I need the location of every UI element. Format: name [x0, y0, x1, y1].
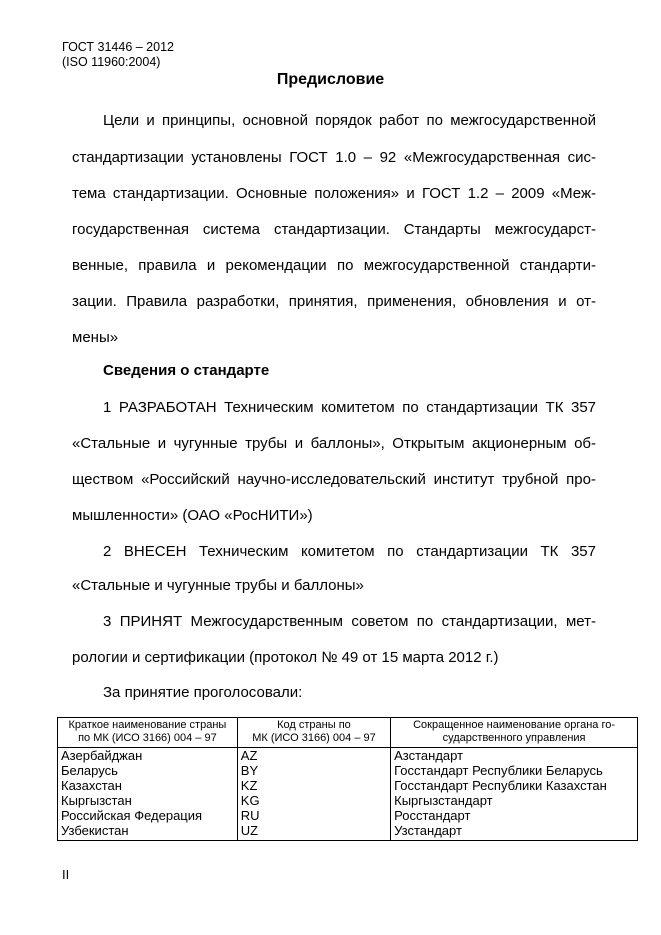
code-cell: KZ: [237, 778, 390, 793]
table-row: [58, 748, 638, 764]
paragraph-line: тема стандартизации. Основные положения» и ГОСТ 1.2 – 2009 «Меж-: [72, 185, 596, 202]
column-header-authority: Сокращенное наименование органа го- сударственного управления: [391, 718, 638, 748]
code-cell: UZ: [237, 823, 390, 841]
table-header-row: [58, 718, 638, 748]
authority-cell: Азстандарт: [391, 748, 638, 764]
column-header-country: Краткое наименование страны по МК (ИСО 3166) 004 – 97: [58, 718, 238, 748]
paragraph-line: венные, правила и рекомендации по межгосударственной стандарти-: [72, 257, 596, 274]
paragraph-line: зации. Правила разработки, принятия, применения, обновления и от-: [72, 293, 596, 310]
country-cell: Российская Федерация: [58, 808, 238, 823]
page-number: II: [62, 867, 70, 882]
column-header-code: Код страны по МК (ИСО 3166) 004 – 97: [237, 718, 390, 748]
table-row: [58, 763, 638, 778]
table-row: [58, 808, 638, 823]
table-row: [58, 823, 638, 841]
authority-cell: Кыргызстандарт: [391, 793, 638, 808]
document-code: ГОСТ 31446 – 2012: [62, 40, 174, 54]
authority-cell: Госстандарт Республики Казахстан: [391, 778, 638, 793]
voting-table: [57, 717, 638, 841]
item-line: «Стальные и чугунные трубы и баллоны», Открытым акционерным об-: [72, 435, 596, 452]
item-line: ществом «Российский научно-исследовательский институт трубной про-: [72, 471, 596, 488]
paragraph-line: Цели и принципы, основной порядок работ по межгосударственной: [103, 112, 596, 129]
voted-label: За принятие проголосовали:: [103, 684, 303, 701]
paragraph-line: государственная система стандартизации. Стандарты межгосударст-: [72, 221, 596, 238]
country-cell: Казахстан: [58, 778, 238, 793]
country-cell: Беларусь: [58, 763, 238, 778]
code-cell: AZ: [237, 748, 390, 764]
table-row: [58, 793, 638, 808]
authority-cell: Госстандарт Республики Беларусь: [391, 763, 638, 778]
page-title: Предисловие: [276, 71, 385, 88]
code-cell: BY: [237, 763, 390, 778]
country-cell: Кыргызстан: [58, 793, 238, 808]
item-line: мышленности» (ОАО «РосНИТИ»): [72, 507, 313, 524]
paragraph-line: мены»: [72, 329, 119, 346]
authority-cell: Росстандарт: [391, 808, 638, 823]
authority-cell: Узстандарт: [391, 823, 638, 841]
code-cell: KG: [237, 793, 390, 808]
country-cell: Азербайджан: [58, 748, 238, 764]
code-cell: RU: [237, 808, 390, 823]
item-line: рологии и сертификации (протокол № 49 от 15 марта 2012 г.): [72, 649, 499, 666]
country-cell: Узбекистан: [58, 823, 238, 841]
table-row: [58, 778, 638, 793]
item-line: 2 ВНЕСЕН Техническим комитетом по стандартизации ТК 357: [103, 543, 596, 560]
iso-reference: (ISO 11960:2004): [62, 55, 161, 69]
paragraph-line: стандартизации установлены ГОСТ 1.0 – 92 «Межгосударственная сис-: [72, 149, 596, 166]
item-line: 3 ПРИНЯТ Межгосударственным советом по стандартизации, мет-: [103, 613, 596, 630]
item-line: «Стальные и чугунные трубы и баллоны»: [72, 577, 364, 594]
section-heading: Сведения о стандарте: [103, 362, 270, 379]
item-line: 1 РАЗРАБОТАН Техническим комитетом по стандартизации ТК 357: [103, 399, 596, 416]
